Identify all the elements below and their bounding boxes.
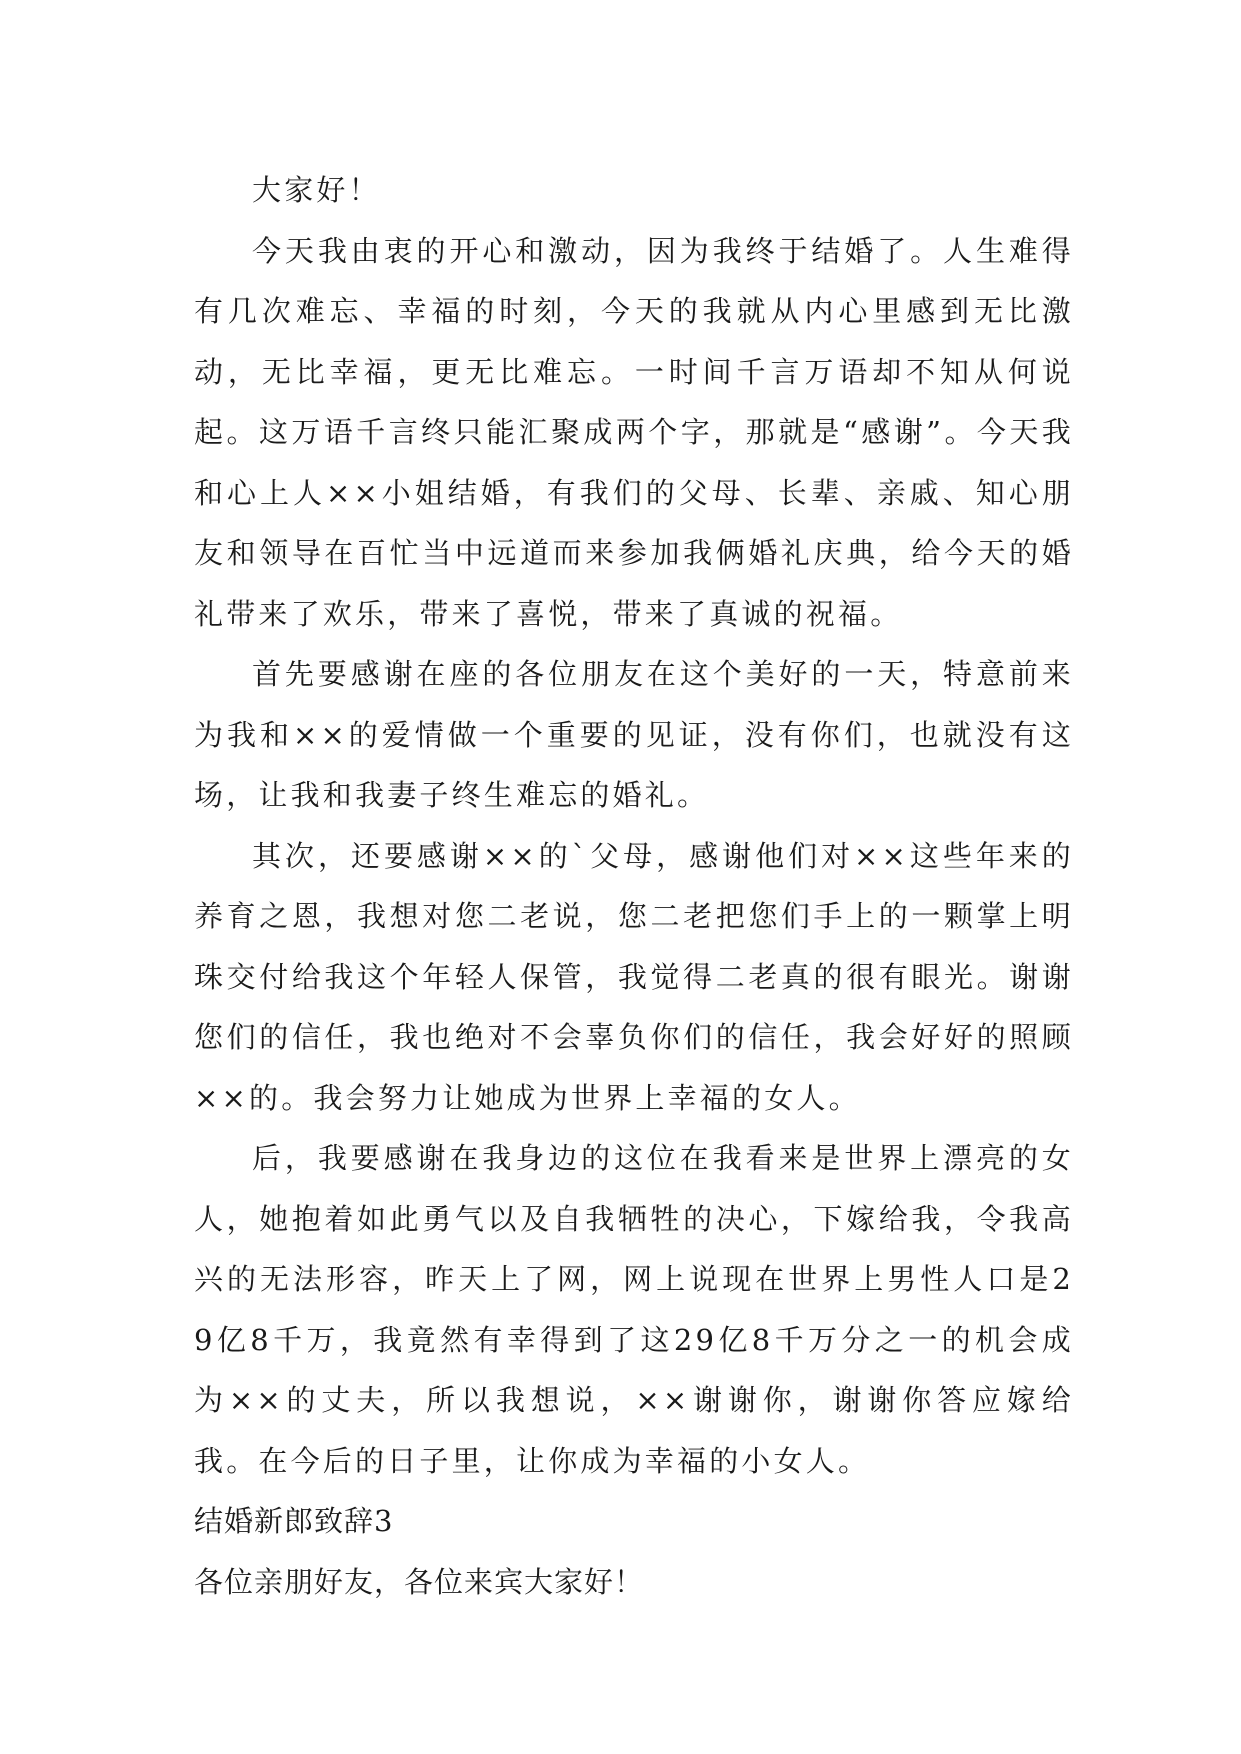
body-paragraph: 后，我要感谢在我身边的这位在我看来是世界上漂亮的女人，她抱着如此勇气以及自我牺牲的决心，下嫁给我，令我高兴的无法形容，昨天上了网，网上说现在世界上男性人口是29亿8千万，我竟然有幸得到了这29亿8千万分之一的机会成为××的丈夫，所以我想说，××谢谢你，谢谢你答应嫁给我。在今后的日子里，让你成为幸福的小女人。 — [194, 1141, 1074, 1478]
body-paragraph: 其次，还要感谢××的`父母，感谢他们对××这些年来的养育之恩，我想对您二老说，您二老把您们手上的一颗掌上明珠交付给我这个年轻人保管，我觉得二老真的很有眼光。谢谢您们的信任，我也绝对不会辜负你们的信任，我会好好的照顾××的。我会努力让她成为世界上幸福的女人。 — [194, 838, 1074, 1115]
body-paragraph: 首先要感谢在座的各位朋友在这个美好的一天，特意前来为我和××的爱情做一个重要的见证，没有你们，也就没有这场，让我和我妻子终生难忘的婚礼。 — [194, 657, 1074, 812]
body-paragraph: 今天我由衷的开心和激动，因为我终于结婚了。人生难得有几次难忘、幸福的时刻，今天的我就从内心里感到无比激动，无比幸福，更无比难忘。一时间千言万语却不知从何说起。这万语千言终只能汇聚成两个字，那就是“感谢”。今天我和心上人××小姐结婚，有我们的父母、长辈、亲戚、知心朋友和领导在百忙当中远道而来参加我俩婚礼庆典，给今天的婚礼带来了欢乐，带来了喜悦，带来了真诚的祝福。 — [194, 233, 1074, 631]
document-body — [194, 160, 1074, 1612]
opening-line: 各位亲朋好友，各位来宾大家好！ — [194, 1564, 645, 1599]
greeting-paragraph: 大家好！ — [252, 173, 381, 207]
section-title: 结婚新郎致辞3 — [194, 1504, 394, 1538]
